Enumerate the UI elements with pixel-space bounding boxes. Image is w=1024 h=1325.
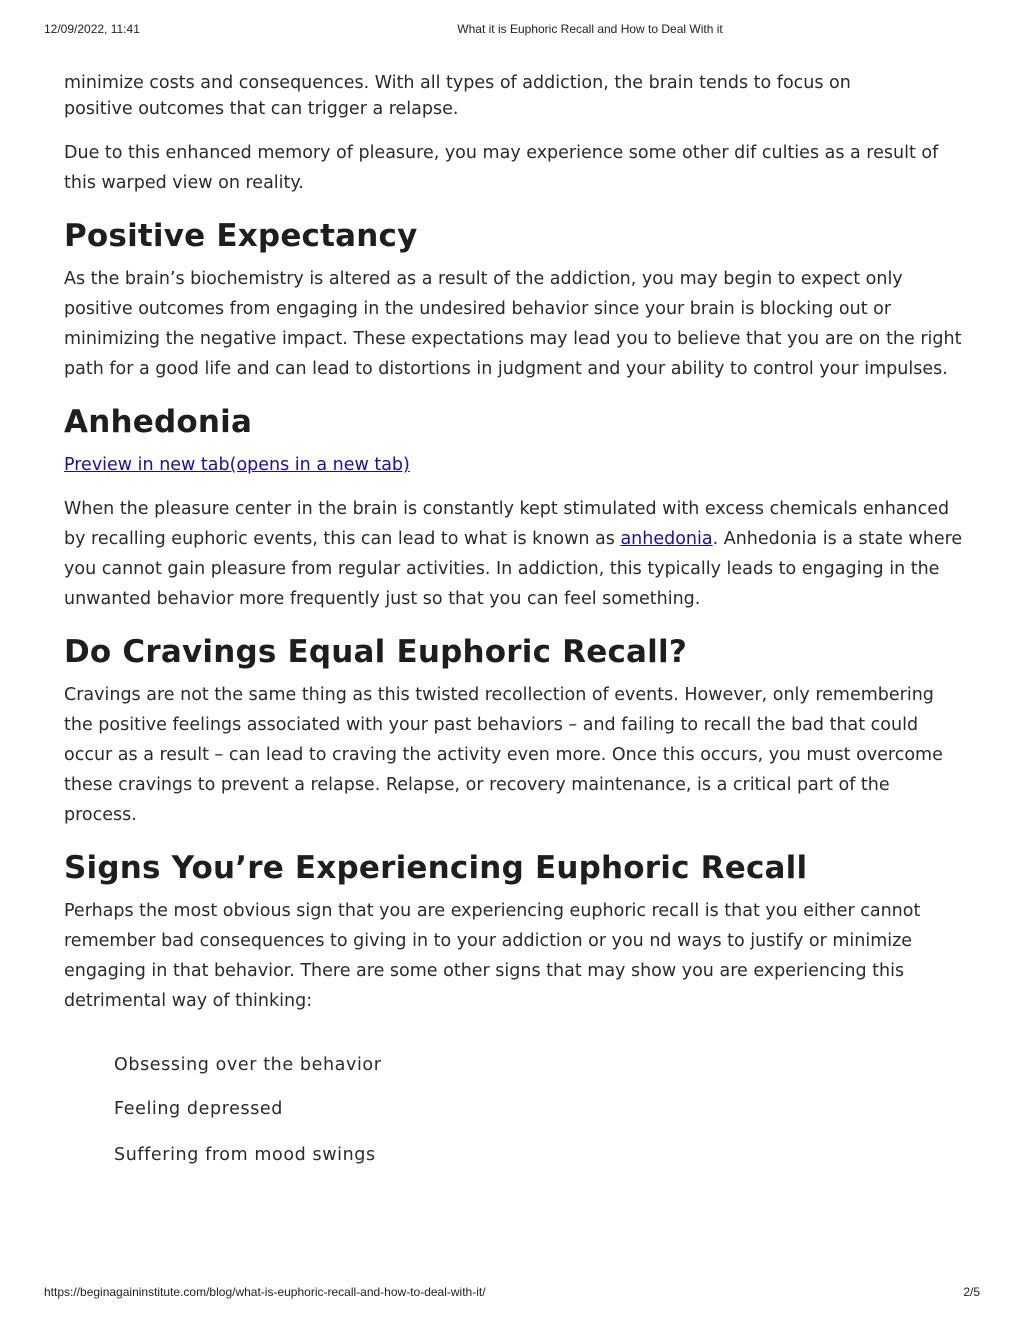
print-page-title: What it is Euphoric Recall and How to Deal With it [457, 22, 723, 36]
intro-paragraph: Due to this enhanced memory of pleasure, you may experience some other dif culties as a result of this warped view on reality. [64, 143, 939, 193]
positive-expectancy-paragraph: As the brain’s biochemistry is altered as a result of the addiction, you may begin to expect only positive outcomes from engaging in the undesired behavior since your brain is blocking out or minimizing the negative impact. These expectations may lead you to believe that you are on the right path for a good life and can lead to distortions in judgment and your ability to control your impulses. [64, 269, 962, 379]
heading-anhedonia: Anhedonia [64, 404, 253, 440]
print-footer [44, 1285, 984, 1299]
page-number: 2/5 [963, 1285, 980, 1299]
article-content [64, 70, 964, 1184]
cut-off-text-line: minimize costs and consequences. With all types of addiction, the brain tends to focus on [64, 73, 851, 92]
list-item: Suffering from mood swings [114, 1145, 376, 1165]
preview-in-new-tab-link[interactable]: Preview in new tab(opens in a new tab) [64, 455, 410, 475]
heading-signs: Signs You’re Experiencing Euphoric Recall [64, 850, 808, 886]
intro-paragraph-tail: positive outcomes that can trigger a relapse. [64, 99, 459, 119]
print-datetime: 12/09/2022, 11:41 [44, 22, 140, 36]
signs-paragraph: Perhaps the most obvious sign that you are experiencing euphoric recall is that you either cannot remember bad consequences to giving in to your addiction or you nd ways to justify or minimize engaging in that behavior. There are some other signs that may show you are experiencing this detrimental way of thinking: [64, 901, 921, 1011]
cravings-paragraph: Cravings are not the same thing as this twisted recollection of events. However, only remembering the positive feelings associated with your past behaviors – and failing to recall the bad that could occur as a result – can lead to craving the activity even more. Once this occurs, you must overcome these cravings to prevent a relapse. Relapse, or recovery maintenance, is a critical part of the process. [64, 685, 943, 825]
anhedonia-paragraph: When the pleasure center in the brain is constantly kept stimulated with excess chemicals enhanced by recalling euphoric events, this can lead to what is known as anhedonia. Anhedonia is a state where you cannot gain pleasure from regular activities. In addiction, this typically leads to engaging in the unwanted behavior more frequently just so that you can feel something. [64, 499, 963, 609]
list-item: Obsessing over the behavior [114, 1055, 382, 1075]
anhedonia-link[interactable]: anhedonia [620, 529, 713, 549]
print-url: https://beginagaininstitute.com/blog/what-is-euphoric-recall-and-how-to-deal-with-it/ [44, 1285, 486, 1299]
list-item: Feeling depressed [114, 1099, 283, 1119]
signs-list [114, 1050, 964, 1170]
heading-positive-expectancy: Positive Expectancy [64, 218, 418, 254]
heading-cravings: Do Cravings Equal Euphoric Recall? [64, 634, 688, 670]
